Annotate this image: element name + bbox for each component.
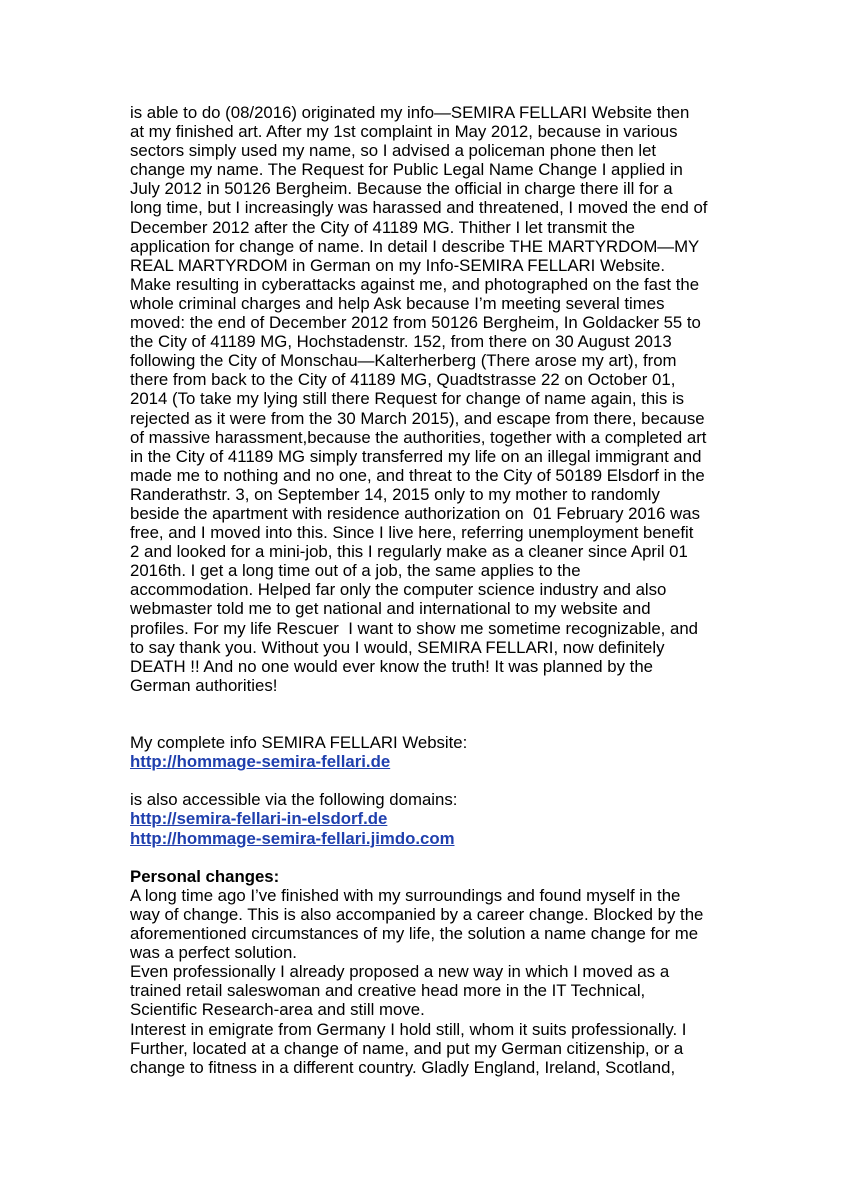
text-line: at my finished art. After my 1st complaint in May 2012, because in various: [130, 122, 678, 142]
text-line: made me to nothing and no one, and threat to the City of 50189 Elsdorf in the: [130, 465, 705, 485]
text-line: the City of 41189 MG, Hochstadenstr. 152, from there on 30 August 2013: [130, 332, 672, 352]
text-line: change to fitness in a different country. Gladly England, Ireland, Scotland,: [130, 1057, 676, 1077]
text-line: A long time ago I’ve finished with my surroundings and found myself in the: [130, 885, 681, 905]
text-line: was a perfect solution.: [130, 943, 297, 963]
text-line: DEATH !! And no one would ever know the truth! It was planned by the: [130, 656, 654, 676]
text-line: following the City of Monschau—Kalterherberg (There arose my art), from: [130, 351, 677, 371]
text-line: Interest in emigrate from Germany I hold still, whom it suits professionally. I: [130, 1019, 687, 1039]
website-label: My complete info SEMIRA FELLARI Website:: [130, 733, 468, 753]
text-line: trained retail saleswoman and creative head more in the IT Technical,: [130, 981, 646, 1001]
website-link[interactable]: http://hommage-semira-fellari.de: [130, 752, 391, 772]
text-line: German authorities!: [130, 675, 278, 695]
domains-label: is also accessible via the following domains:: [130, 790, 458, 810]
text-line: Scientific Research-area and still move.: [130, 1000, 425, 1020]
text-line: Even professionally I already proposed a new way in which I moved as a: [130, 962, 670, 982]
text-line: long time, but I increasingly was harassed and threatened, I moved the end of: [130, 198, 708, 218]
text-line: 2014 (To take my lying still there Request for change of name again, this is: [130, 389, 685, 409]
text-line: whole criminal charges and help Ask because I’m meeting several times: [130, 293, 665, 313]
text-line: profiles. For my life Rescuer I want to show me sometime recognizable, and: [130, 618, 698, 638]
text-line: there from back to the City of 41189 MG, Quadtstrasse 22 on October 01,: [130, 370, 676, 390]
text-line: moved: the end of December 2012 from 50126 Bergheim, In Goldacker 55 to: [130, 313, 701, 333]
text-line: in the City of 41189 MG simply transferred my life on an illegal immigrant and: [130, 446, 702, 466]
text-line: way of change. This is also accompanied by a career change. Blocked by the: [130, 904, 704, 924]
text-line: free, and I moved into this. Since I live here, referring unemployment benefit: [130, 523, 694, 543]
text-line: change my name. The Request for Public Legal Name Change I applied in: [130, 160, 683, 180]
spacer: [130, 714, 750, 733]
text-line: Further, located at a change of name, and put my German citizenship, or a: [130, 1038, 684, 1058]
text-line: beside the apartment with residence authorization on 01 February 2016 was: [130, 503, 700, 523]
text-line: sectors simply used my name, so I advised a policeman phone then let: [130, 141, 657, 161]
text-line: Make resulting in cyberattacks against me, and photographed on the fast the: [130, 274, 700, 294]
paragraph-personal-changes: [130, 886, 750, 1077]
text-line: of massive harassment,because the authorities, together with a completed art: [130, 427, 707, 447]
text-line: accommodation. Helped far only the computer science industry and also: [130, 580, 667, 600]
spacer: [130, 695, 750, 714]
text-line: December 2012 after the City of 41189 MG. Thither I let transmit the: [130, 217, 635, 237]
paragraph-martyrdom: [130, 103, 750, 695]
text-line: application for change of name. In detail I describe THE MARTYRDOM—MY: [130, 236, 700, 256]
spacer: [130, 771, 750, 790]
text-line: rejected as it were from the 30 March 2015), and escape from there, because: [130, 408, 705, 428]
text-line: Randerathstr. 3, on September 14, 2015 only to my mother to randomly: [130, 484, 660, 504]
text-line: webmaster told me to get national and international to my website and: [130, 599, 651, 619]
domain-link-jimdo[interactable]: http://hommage-semira-fellari.jimdo.com: [130, 828, 455, 848]
domain-link-elsdorf[interactable]: http://semira-fellari-in-elsdorf.de: [130, 809, 388, 829]
text-line: to say thank you. Without you I would, SEMIRA FELLARI, now definitely: [130, 637, 665, 657]
spacer: [130, 848, 750, 867]
text-line: REAL MARTYRDOM in German on my Info-SEMIRA FELLARI Website.: [130, 255, 665, 275]
text-line: is able to do (08/2016) originated my info—SEMIRA FELLARI Website then: [130, 103, 690, 122]
text-line: July 2012 in 50126 Bergheim. Because the official in charge there ill for a: [130, 179, 673, 199]
personal-changes-heading: Personal changes:: [130, 866, 280, 886]
text-line: 2016th. I get a long time out of a job, the same applies to the: [130, 561, 581, 581]
text-line: 2 and looked for a mini-job, this I regularly make as a cleaner since April 01: [130, 542, 688, 562]
text-line: aforementioned circumstances of my life, the solution a name change for me: [130, 924, 699, 944]
document-body: [130, 103, 750, 1077]
